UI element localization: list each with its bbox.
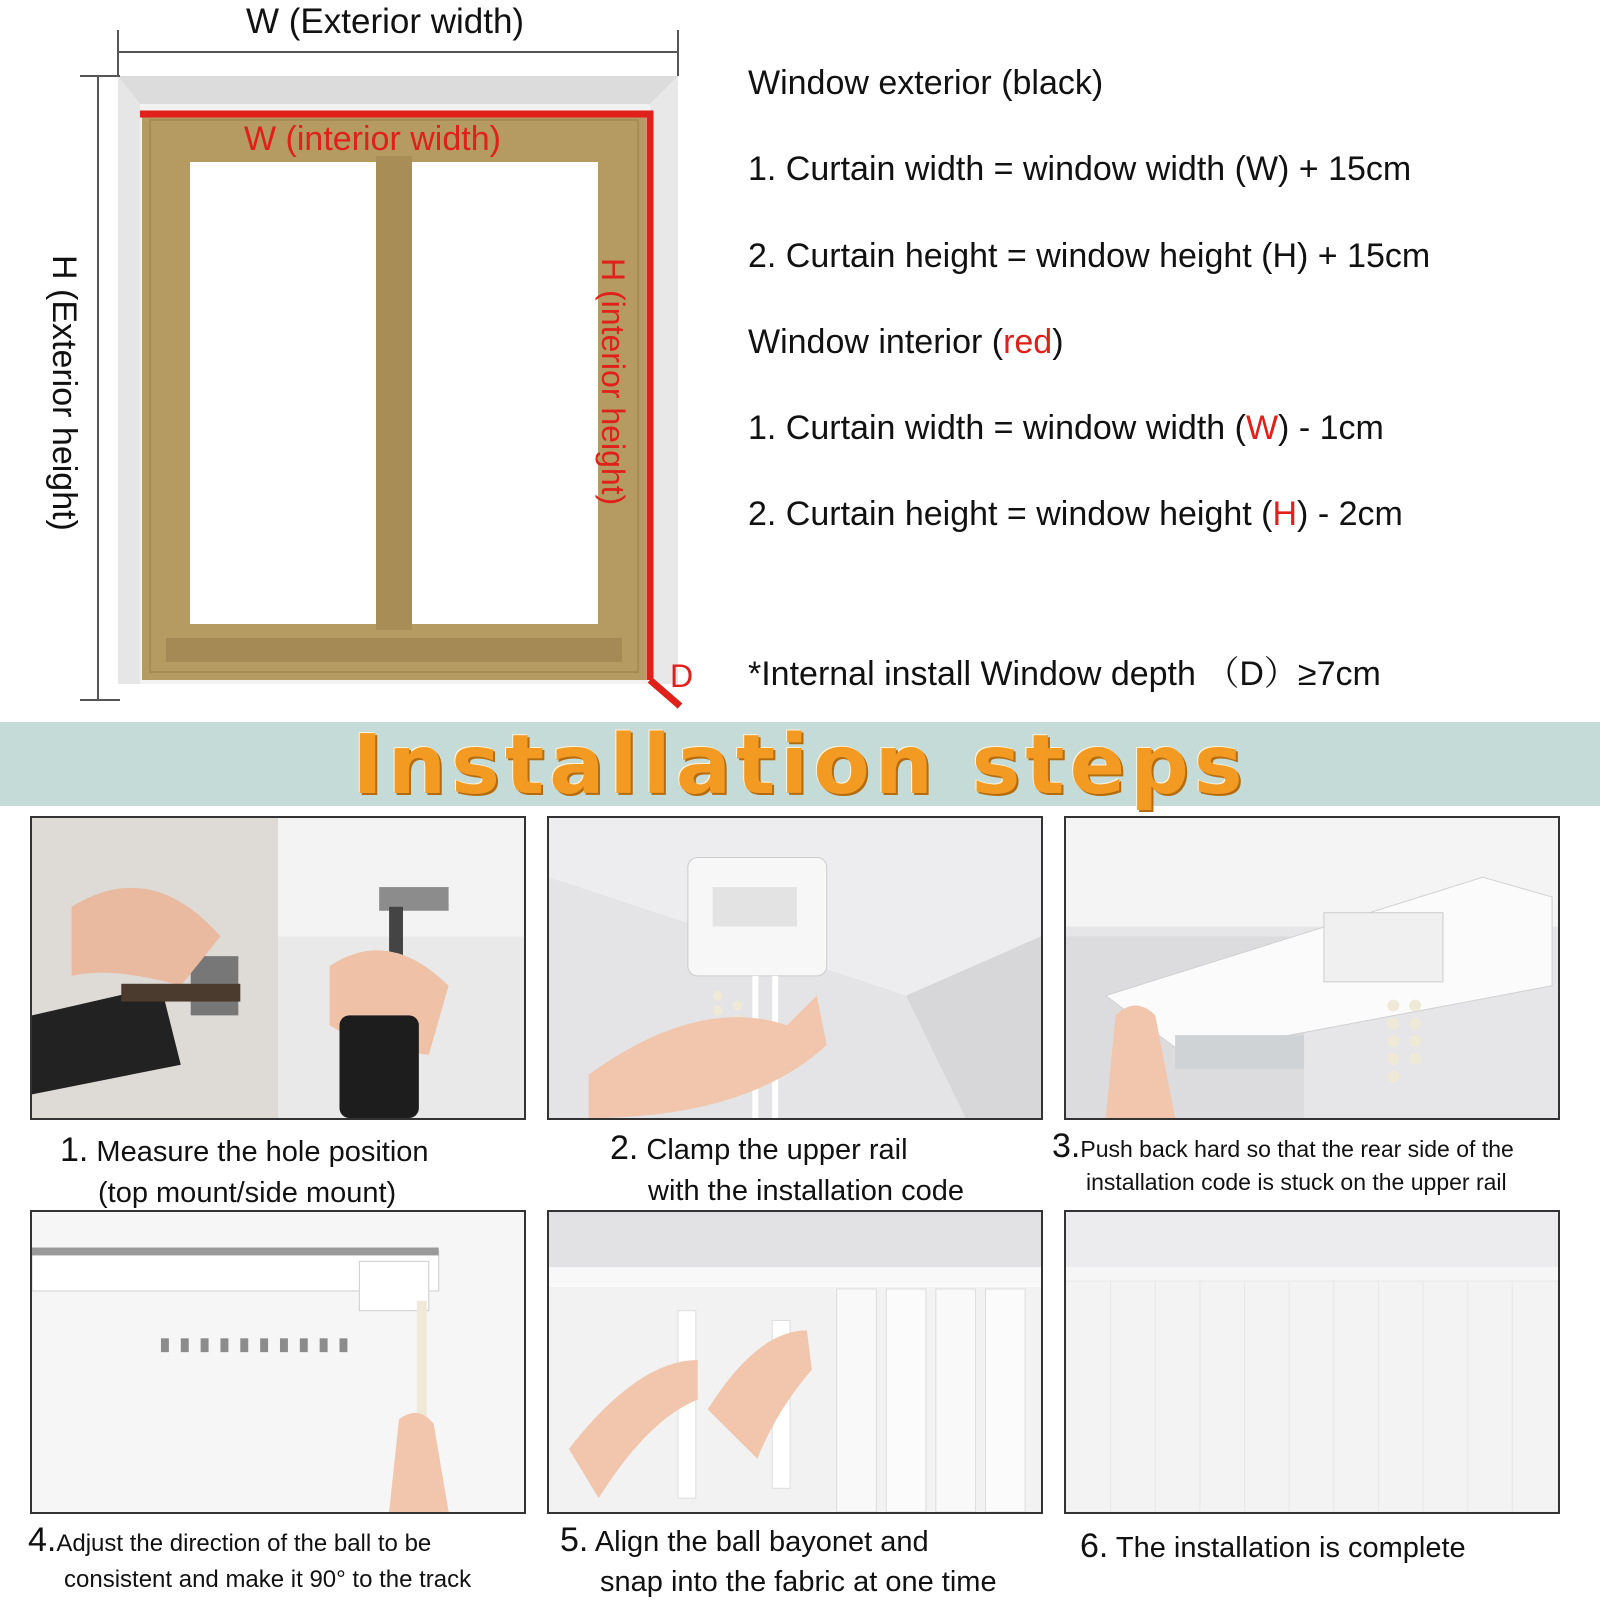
step-6-photo — [1064, 1210, 1560, 1514]
interior-height-post: ) - 2cm — [1297, 495, 1403, 533]
interior-width-formula — [748, 409, 1384, 448]
interior-height-formula — [748, 495, 1403, 534]
step-3-number: 3. — [1052, 1127, 1081, 1165]
exterior-width-formula: 1. Curtain width = window width (W) + 15cm — [748, 150, 1412, 188]
step-4-line2: consistent and make it 90° to the track — [64, 1566, 472, 1593]
depth-note: *Internal install Window depth （D）≥7cm — [748, 655, 1381, 693]
step-4-caption — [28, 1522, 471, 1598]
exterior-height-formula: 2. Curtain height = window height (H) + 15cm — [748, 237, 1431, 275]
step-3-photo — [1064, 816, 1560, 1120]
step-3-caption — [1052, 1127, 1514, 1199]
banner-title: Installation steps — [352, 718, 1248, 813]
step-5-number: 5. — [560, 1521, 589, 1559]
step-5-photo — [547, 1210, 1043, 1514]
depth-label: D — [670, 658, 694, 694]
interior-heading-pre: Window interior ( — [748, 323, 1004, 361]
step-5-line1: Align the ball bayonet and — [594, 1526, 929, 1558]
interior-width-label: W (interior width) — [244, 120, 501, 158]
exterior-width-label: W (Exterior width) — [246, 2, 525, 41]
step-5-caption — [560, 1520, 997, 1602]
step-2-line2: with the installation code — [648, 1175, 964, 1207]
step-2-caption — [610, 1128, 964, 1212]
interior-height-pre: 2. Curtain height = window height ( — [748, 495, 1273, 533]
step-2-photo — [547, 816, 1043, 1120]
interior-heading — [748, 323, 1064, 362]
interior-heading-red: red — [1003, 323, 1053, 361]
step-4-number: 4. — [28, 1521, 57, 1559]
step-6-caption — [1080, 1526, 1466, 1568]
step-2-number: 2. — [610, 1129, 639, 1167]
interior-height-label: H (interior height) — [595, 258, 631, 506]
step-4-line1: Adjust the direction of the ball to be — [56, 1530, 432, 1557]
step-3-line2: installation code is stuck on the upper rail — [1086, 1169, 1507, 1195]
interior-height-symbol: H — [1272, 495, 1298, 533]
step-1-photo — [30, 816, 526, 1120]
exterior-heading: Window exterior (black) — [748, 64, 1104, 102]
step-5-line2: snap into the fabric at one time — [600, 1566, 997, 1598]
step-1-caption — [60, 1130, 429, 1214]
step-1-line1: Measure the hole position — [96, 1136, 429, 1168]
step-1-line2: (top mount/side mount) — [98, 1177, 397, 1209]
step-3-line1: Push back hard so that the rear side of the — [1080, 1136, 1514, 1162]
step-2-line1: Clamp the upper rail — [646, 1134, 908, 1166]
step-4-photo — [30, 1210, 526, 1514]
step-6-line1: The installation is complete — [1115, 1532, 1466, 1564]
step-1-number: 1. — [60, 1131, 89, 1169]
interior-heading-post: ) — [1052, 323, 1064, 361]
installation-banner — [0, 718, 1600, 813]
interior-width-symbol: W — [1245, 409, 1279, 447]
window-measurement-diagram — [0, 0, 720, 720]
interior-width-pre: 1. Curtain width = window width ( — [748, 409, 1246, 447]
exterior-height-label: H (Exterior height) — [45, 255, 83, 531]
step-6-number: 6. — [1080, 1527, 1109, 1565]
interior-width-post: ) - 1cm — [1278, 409, 1384, 447]
